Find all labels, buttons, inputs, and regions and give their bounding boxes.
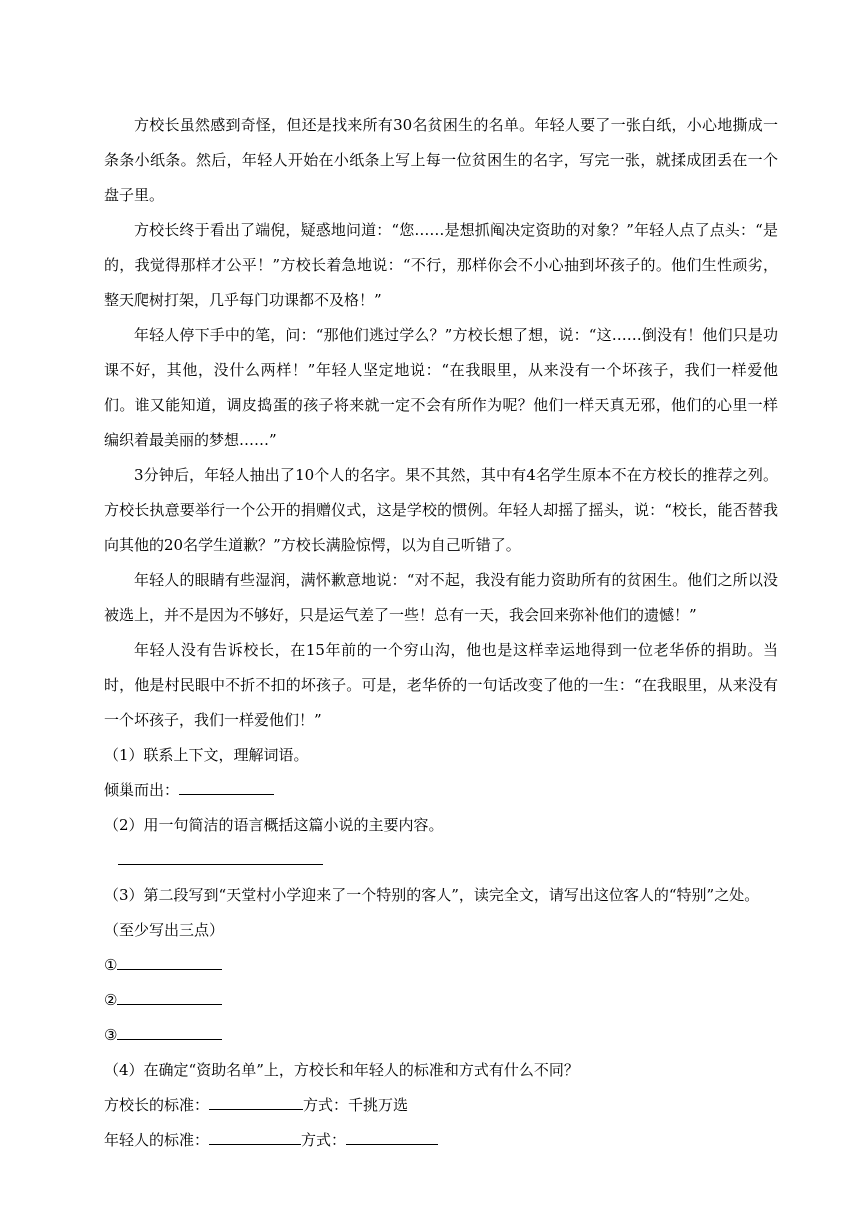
item-marker-1: ①: [104, 956, 118, 974]
question-2-prompt: （2）用一句简洁的语言概括这篇小说的主要内容。: [104, 816, 444, 834]
question-3-answer-row-3: [104, 1018, 778, 1053]
document-page: [104, 108, 778, 1158]
question-3-answer-blank-3[interactable]: [117, 1021, 222, 1040]
question-4-principal-row: [104, 1088, 778, 1123]
story-paragraph-4: 3分钟后，年轻人抽出了10个人的名字。果不其然，其中有4名学生原本不在方校长的推荐之列。方校长执意要举行一个公开的捐赠仪式，这是学校的惯例。年轻人却摇了摇头，说：“校长，能否替我向其他的20名学生道歉？”方校长满脸惊愕，以为自己听错了。: [104, 466, 778, 554]
question-3-answer-blank-2[interactable]: [117, 986, 222, 1005]
question-2-answer-row: [104, 843, 778, 878]
question-3-answer-blank-1[interactable]: [117, 951, 222, 970]
item-marker-2: ②: [104, 991, 118, 1009]
question-1-answer-blank[interactable]: [179, 776, 274, 795]
story-paragraph-3: 年轻人停下手中的笔，问：“那他们逃过学么？”方校长想了想，说：“这……倒没有！他们只是功课不好，其他，没什么两样！”年轻人坚定地说：“在我眼里，从来没有一个坏孩子，我们一样爱他们。谁又能知道，调皮捣蛋的孩子将来就一定不会有所作为呢？他们一样天真无邪，他们的心里一样编织着最美丽的梦想……”: [104, 326, 778, 449]
principal-method-label: 方式：千挑万选: [303, 1096, 409, 1114]
question-1-answer-row: [104, 773, 778, 808]
item-marker-3: ③: [104, 1026, 118, 1044]
young-standard-label: 年轻人的标准：: [104, 1131, 210, 1149]
question-3-answer-row-1: [104, 948, 778, 983]
young-method-label: 方式：: [301, 1131, 347, 1149]
question-2-answer-blank[interactable]: [118, 846, 323, 865]
principal-standard-blank[interactable]: [209, 1091, 303, 1110]
question-1-prompt: （1）联系上下文，理解词语。: [104, 746, 309, 764]
question-3-answer-row-2: [104, 983, 778, 1018]
story-paragraph-5: 年轻人的眼睛有些湿润，满怀歉意地说：“对不起，我没有能力资助所有的贫困生。他们之所以没被选上，并不是因为不够好，只是运气差了一些！总有一天，我会回来弥补他们的遗憾！”: [104, 571, 778, 624]
question-4-young-row: [104, 1123, 778, 1158]
question-1-term: 倾巢而出：: [104, 781, 180, 799]
story-paragraph-1: 方校长虽然感到奇怪，但还是找来所有30名贫困生的名单。年轻人要了一张白纸，小心地撕成一条条小纸条。然后，年轻人开始在小纸条上写上每一位贫困生的名字，写完一张，就揉成团丢在一个盘子里。: [104, 116, 778, 204]
young-method-blank[interactable]: [346, 1126, 438, 1145]
principal-standard-label: 方校长的标准：: [104, 1096, 210, 1114]
question-3-prompt: （3）第二段写到“天堂村小学迎来了一个特别的客人”，读完全文，请写出这位客人的“特别”之处。（至少写出三点）: [104, 886, 760, 939]
question-4-prompt: （4）在确定“资助名单”上，方校长和年轻人的标准和方式有什么不同？: [104, 1061, 579, 1079]
story-paragraph-2: 方校长终于看出了端倪，疑惑地问道：“您……是想抓阄决定资助的对象？”年轻人点了点头：“是的，我觉得那样才公平！”方校长着急地说：“不行，那样你会不小心抽到坏孩子的。他们生性顽劣，整天爬树打架，几乎每门功课都不及格！”: [104, 221, 778, 309]
young-standard-blank[interactable]: [209, 1126, 301, 1145]
story-paragraph-6: 年轻人没有告诉校长，在15年前的一个穷山沟，他也是这样幸运地得到一位老华侨的捐助。当时，他是村民眼中不折不扣的坏孩子。可是，老华侨的一句话改变了他的一生：“在我眼里，从来没有一个坏孩子，我们一样爱他们！”: [104, 641, 778, 729]
